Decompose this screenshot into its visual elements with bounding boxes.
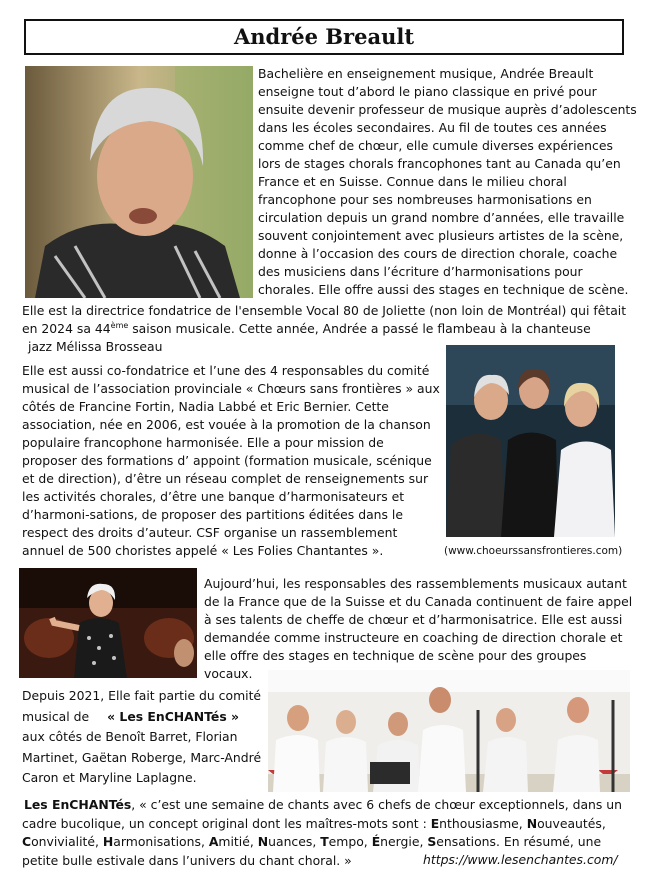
bio-paragraph-3: Elle est aussi co-fondatrice et l’une des 4 responsables du comité musical de l’association provinciale « Chœurs sans frontières » aux côtés de Francine Fortin, Nadia Labbé et Eric Bernier. Cette association, née en 2006, est vouée à la promotion de la chanson populaire francophone harmonisée. Elle a pour mission de proposer des formations d’ appoint (formation musicale, scénique et de direction), d’être un réseau complet de renseignements sur les activités chorales, d’être une banque d’harmonisateurs et d’harmoni-sations, de proposer des partitions éditées dans le respect des droits d’auteur. CSF organise un rassemblement annuel de 500 choristes appelé « Les Folies Chantantes ».	[22, 363, 440, 558]
keyword-2	[22, 834, 103, 849]
stage-performance-photo	[19, 568, 197, 678]
keyword-rest: ouveautés,	[537, 815, 606, 831]
bio-paragraph-2-text-b: saison musicale. Cette année, Andrée a passé le flambeau à la chanteuse	[128, 321, 591, 336]
enchantes-group-photo	[268, 670, 630, 792]
keyword-initial: T	[320, 834, 329, 849]
bio-paragraph-4: Aujourd’hui, les responsables des rassemblements musicaux autant de la France que de la Suisse et du Canada continuent de faire appel à ses talents de cheffe de chœur et d’harmonisatrice. Elle est aussi demandée comme instructeure en coaching de direction chorale et elle offre des stages en technique de scène pour des groupes vocaux.	[204, 576, 633, 681]
ordinal-superscript: ème	[110, 320, 129, 330]
csf-website-caption: (www.choeurssansfrontieres.com)	[444, 545, 623, 557]
enchantes-website-url[interactable]: https://www.lesenchantes.com/	[423, 852, 618, 867]
enchantes-description-closing: En résumé, une petite bulle estivale dans l’univers du chant choral. »	[22, 834, 602, 868]
keyword-rest: empo,	[328, 834, 372, 849]
bio-paragraph-5-line-2	[22, 707, 267, 728]
enchantes-description-text: , « c’est une semaine de chants avec 6 chefs de chœur exceptionnels, dans un cadre bucolique, un concept original dont les maîtres-mots sont :	[22, 797, 622, 831]
bio-paragraph-2	[22, 302, 632, 338]
keyword-rest: nthousiasme,	[439, 815, 527, 831]
keyword-initial: E	[430, 815, 440, 831]
keyword-8	[427, 834, 500, 849]
keyword-initial: N	[526, 815, 538, 831]
keyword-1	[527, 816, 606, 831]
keyword-initial: H	[102, 834, 114, 849]
keyword-rest: onvivialité,	[31, 834, 103, 849]
enchantes-brand-title: Les EnCHANTés	[24, 797, 132, 812]
keyword-initial: É	[371, 834, 381, 849]
keyword-initial: N	[257, 834, 269, 849]
page-title: Andrée Breault	[24, 19, 624, 55]
keyword-rest: mitié,	[218, 834, 258, 849]
enchantes-brand-name: « Les EnCHANTés »	[107, 708, 240, 724]
bio-paragraph-5-line-4: Martinet, Gaëtan Roberge, Marc-André	[22, 749, 262, 765]
keyword-0	[431, 816, 527, 831]
portrait-photo	[25, 66, 253, 298]
keyword-6	[320, 834, 371, 849]
keyword-rest: uances,	[268, 834, 321, 849]
keyword-rest: armonisations,	[113, 834, 209, 849]
keyword-3	[103, 834, 209, 849]
bio-paragraph-1: Bachelière en enseignement musique, Andrée Breault enseigne tout d’abord le piano classique en privé pour ensuite devenir professeur de musique auprès d’adolescents dans les écoles secondaires. Au fil de toutes ces années comme chef de chœur, elle cumule diverses expériences lors de stages chorals francophones tant au Canada qu’en France et en Suisse. Connue dans le milieu choral francophone pour ses nombreuses harmonisations en circulation depuis un grand nombre d’années, elle travaille souvent conjointement avec plusieurs artistes de la scène, donne à l’occasion des cours de direction chorale, coache des musiciens dans l’écriture d’harmonisations pour chorales. Elle offre aussi des stages en technique de scène.	[258, 66, 637, 297]
keyword-initial: S	[427, 834, 437, 849]
bio-paragraph-2-text-c: jazz Mélissa Brosseau	[28, 339, 163, 354]
keyword-initial: A	[208, 834, 219, 849]
keyword-5	[258, 834, 320, 849]
bio-paragraph-5-line-3: aux côtés de Benoît Barret, Florian	[22, 729, 238, 744]
csf-group-photo	[446, 345, 615, 537]
keyword-initial: C	[22, 834, 32, 849]
keyword-rest: nergie,	[380, 834, 428, 849]
keyword-4	[209, 834, 258, 849]
bio-paragraph-2-text-a: Elle est la directrice fondatrice de l'ensemble Vocal 80 de Joliette (non loin de Montréal) qui fêtait en 2024 sa 44	[22, 303, 627, 336]
keyword-rest: ensations.	[436, 834, 500, 849]
bio-paragraph-5-line-5: Caron et Maryline Laplagne.	[22, 770, 197, 785]
keyword-7	[372, 834, 428, 849]
bio-paragraph-5-line-1: Depuis 2021, Elle fait partie du comité	[22, 688, 262, 703]
bio-paragraph-5-text: musical de	[22, 708, 90, 724]
